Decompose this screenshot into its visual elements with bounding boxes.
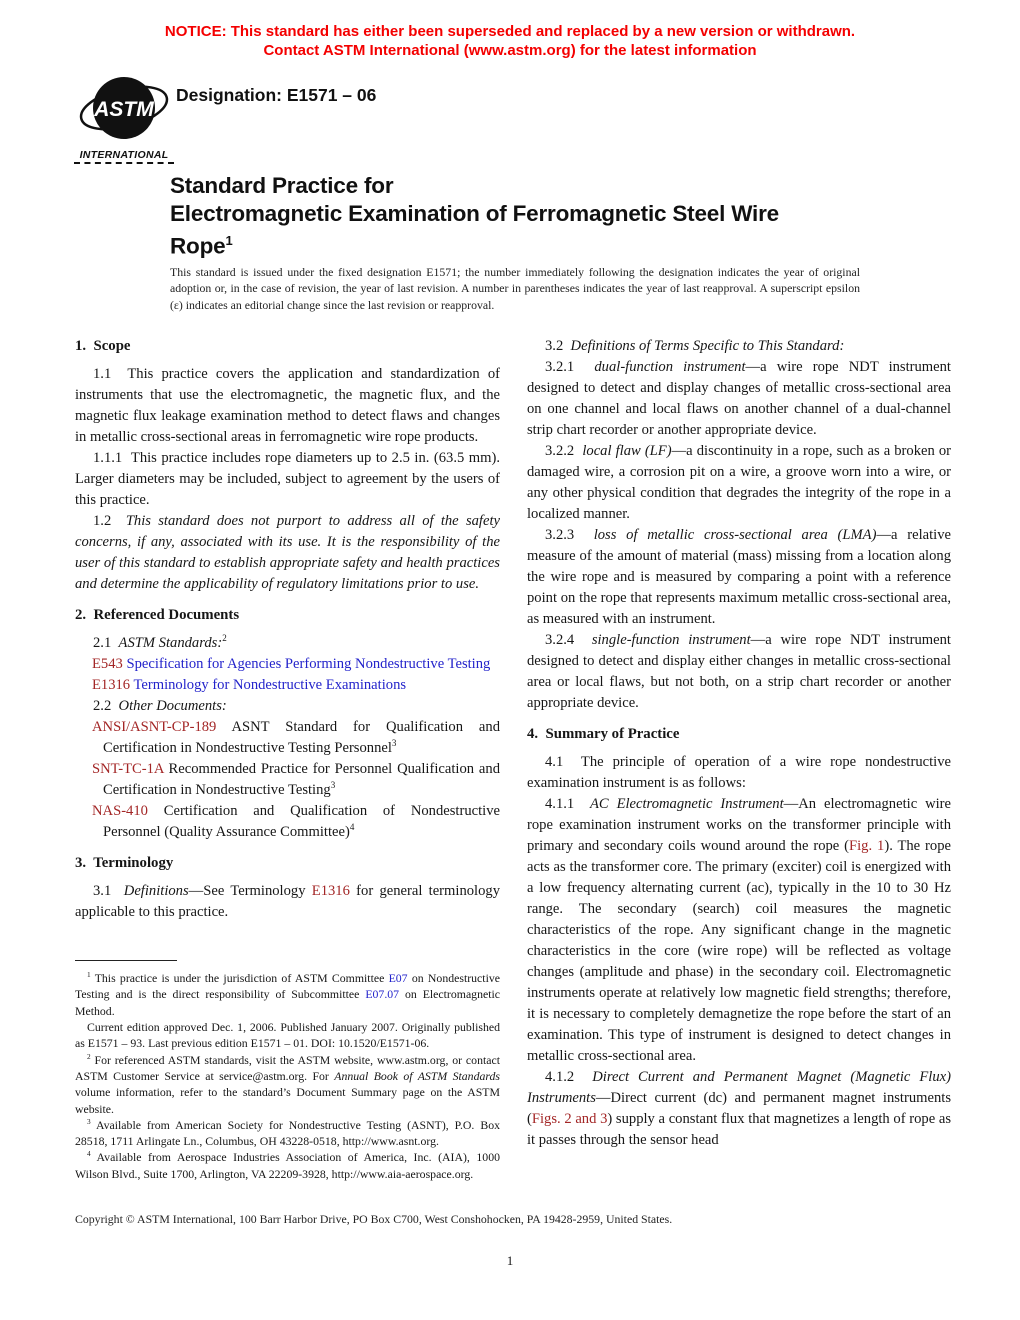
text-segment: Other Documents: (118, 698, 227, 714)
text-segment: —a wire rope NDT instrument designed to detect and display either changes in metallic cross-sectional area or local flaws, but not both, on a strip chart recorder or another appropriate device. (527, 632, 951, 711)
text-segment: local flaw (LF) (582, 443, 672, 459)
text-segment: —a relative measure of the amount of material (mass) missing from a location along the wire rope and is measured by comparing a point with a reference point on the rope that represents maximum metallic cross-sectional area, as measured with an instrument. (527, 527, 952, 627)
footnote (75, 1117, 500, 1150)
text-segment: ASNT Standard for Qualification and Certification in Nondestructive Testing Personnel (103, 719, 500, 756)
paragraph (75, 448, 500, 511)
copyright-line: Copyright © ASTM International, 100 Barr Harbor Drive, PO Box C700, West Conshohocken, PA 19428-2959, United States. (75, 1212, 673, 1226)
section-heading: 2. Referenced Documents (75, 607, 240, 623)
doc-link[interactable]: E1316 (92, 677, 131, 693)
astm-logo-mark (78, 74, 170, 146)
text-segment: single-function instrument (591, 632, 751, 648)
text-segment: For referenced ASTM standards, visit the ASTM website, www.astm.org, or contact ASTM Customer Service at service@astm.org. For (75, 1052, 500, 1083)
text-segment: on Electromagnetic Method. (75, 987, 500, 1018)
text-segment: 4.1.1 (545, 796, 591, 812)
text-segment: dual-function instrument (594, 359, 746, 375)
title-footnote-marker: 1 (225, 233, 233, 248)
text-segment: 2 (87, 1051, 91, 1061)
text-segment: —Direct current (dc) and permanent magnet instruments ( (527, 1090, 951, 1127)
paragraph (527, 525, 951, 630)
doc-link[interactable]: SNT-TC-1A (92, 761, 164, 777)
paragraph (527, 336, 951, 357)
text-segment: 2.1 (93, 635, 119, 651)
text-segment: AC Electromagnetic Instrument (590, 796, 784, 812)
designation: Designation: E1571 – 06 (176, 85, 377, 105)
doc-link[interactable]: Fig. 1 (849, 838, 885, 854)
paragraph (527, 357, 951, 441)
text-segment: 3.2.3 (545, 527, 594, 543)
text-segment: 3 (391, 738, 397, 749)
text-segment: Direct Current and Permanent Magnet (Magnetic Flux) Instruments (527, 1069, 951, 1106)
supersession-notice (0, 22, 1020, 60)
title-line-3: Rope (170, 233, 226, 259)
paragraph (527, 441, 951, 525)
text-segment: Recommended Practice for Personnel Qualification and Certification in Nondestructive Testing (103, 761, 500, 798)
text-segment: 3.2.1 (545, 359, 595, 375)
text-segment: loss of metallic cross-sectional area (LMA) (593, 527, 877, 543)
text-segment: 3 (87, 1116, 91, 1126)
document-title (170, 172, 970, 260)
left-column (75, 336, 500, 1182)
text-segment: —See Terminology (188, 883, 312, 899)
footnote-list (75, 970, 500, 1182)
text-segment: Annual Book of ASTM Standards (334, 1068, 501, 1083)
astm-logo-text: ASTM (94, 98, 154, 121)
doc-link[interactable]: E07.07 (365, 987, 400, 1002)
right-column (527, 336, 951, 1151)
reference-entry (75, 654, 500, 675)
text-segment: 2 (222, 633, 227, 644)
text-segment: 1 (87, 970, 91, 980)
doc-link[interactable]: E1316 (311, 883, 350, 899)
text-segment: —a wire rope NDT instrument designed to detect and display changes of metallic cross-sectional area on one channel and local flaws on another channel of a dual-channel strip chart recorder or another appropriate device. (527, 359, 951, 438)
text-segment: 3.2.2 (545, 443, 583, 459)
footnote-rule (75, 960, 177, 961)
text-segment: ) supply a constant flux that magnetizes a length of rope as it passes through the sensor head (527, 1111, 952, 1148)
paragraph (527, 794, 951, 1067)
doc-link[interactable]: Terminology for Nondestructive Examinations (130, 677, 407, 693)
footnote (75, 1052, 500, 1117)
text-segment: 3 (330, 780, 336, 791)
text-segment: 3.2.4 (545, 632, 592, 648)
text-segment: Current edition approved Dec. 1, 2006. Published January 2007. Originally published as E1571 – 93. Last previous edition E1571 – 01. DOI: 10.1520/E1571-06. (75, 1020, 500, 1051)
text-segment: for general terminology applicable to this practice. (75, 883, 500, 920)
paragraph (527, 630, 951, 714)
astm-logo (74, 74, 174, 164)
text-segment: volume information, refer to the standard’s Document Summary page on the ASTM website. (75, 1085, 500, 1116)
doc-link[interactable]: ANSI/ASNT-CP-189 (92, 719, 217, 735)
reference-entry (75, 801, 500, 843)
text-segment: 4 (349, 822, 355, 833)
doc-link[interactable]: Specification for Agencies Performing Nondestructive Testing (122, 656, 491, 672)
text-segment: 3.2 (545, 338, 571, 354)
text-segment: ASTM Standards: (118, 635, 223, 651)
text-segment: ). The rope acts as the transformer core. The primary (exciter) coil is energized with a low frequency alternating current (ac), typically in the 10 to 30 Hz range. The secondary (search) coil measures the magnetic characteristics of the rope. Any significant change in the magnetic characteristics in the core (wire rope) will be reflected as voltage changes (amplitude and phase) in the secondary coil. Electromagnetic instruments operate at relatively low magnetic field strengths; therefore, it is necessary to completely demagnetize the rope before the start of an examination. This type of instrument is designed to detect changes in metallic cross-sectional area. (527, 838, 951, 1064)
paragraph (75, 364, 500, 448)
doc-link[interactable]: NAS-410 (92, 803, 148, 819)
section-heading: 4. Summary of Practice (527, 726, 680, 742)
text-segment: This practice is under the jurisdiction of ASTM Committee (90, 971, 389, 986)
paragraph (75, 881, 500, 923)
text-segment: 1.1 This practice covers the application and standardization of instruments that use the electromagnetic, the magnetic flux, and the magnetic flux leakage examination method to detect flaws and changes in metallic cross-sectional areas in ferromagnetic wire rope products. (75, 366, 500, 445)
text-segment: This standard does not purport to address all of the safety concerns, if any, associated with its use. It is the responsibility of the user of this standard to establish appropriate safety and health practices and determine the applicability of regulatory limitations prior to use. (75, 513, 500, 592)
section-heading: 1. Scope (75, 338, 131, 354)
footnote (75, 970, 500, 1019)
astm-logo-subtext: INTERNATIONAL (74, 149, 174, 164)
notice-line-2: Contact ASTM International (www.astm.org) for the latest information (263, 42, 757, 59)
text-segment: —a discontinuity in a rope, such as a broken or damaged wire, a corrosion pit on a wire, a groove worn into a wire, or any other physical condition that degrades the integrity of the rope in a localized manner. (527, 443, 952, 522)
footnote (75, 1019, 500, 1052)
footnote (75, 1149, 500, 1182)
text-segment: Certification and Qualification of Nondestructive Personnel (Quality Assurance Committee) (103, 803, 500, 840)
doc-link[interactable]: E543 (92, 656, 123, 672)
title-line-1: Standard Practice for (170, 173, 394, 198)
text-segment: Available from Aerospace Industries Association of America, Inc. (AIA), 1000 Wilson Blvd., Suite 1700, Arlington, VA 22209-3928, http://www.aia-aerospace.org. (75, 1150, 500, 1181)
footnotes (75, 960, 500, 1182)
text-segment: 1.2 (93, 513, 126, 529)
paragraph (75, 511, 500, 595)
doc-link[interactable]: E07 (388, 971, 408, 986)
page-number: 1 (506, 1253, 514, 1268)
paragraph (527, 1067, 951, 1151)
text-segment: on Nondestructive Testing and is the direct responsibility of Subcommittee (75, 971, 500, 1002)
doc-link[interactable]: Figs. 2 and 3 (531, 1111, 608, 1127)
reference-entry (75, 717, 500, 759)
paragraph (527, 752, 951, 794)
text-segment: Available from American Society for Nondestructive Testing (ASNT), P.O. Box 28518, 1711 Arlingate Ln., Columbus, OH 43228-0518, http://www.asnt.org. (75, 1117, 500, 1149)
reference-entry (75, 675, 500, 696)
section-heading: 3. Terminology (75, 855, 174, 871)
text-segment: Definitions of Terms Specific to This Standard: (570, 338, 845, 354)
text-segment: 4.1 The principle of operation of a wire rope nondestructive examination instrument is as follows: (527, 754, 951, 791)
paragraph (75, 633, 500, 654)
reference-entry (75, 759, 500, 801)
text-segment: 1.1.1 This practice includes rope diameters up to 2.5 in. (63.5 mm). Larger diameters may be included, subject to agreement by the users of this practice. (75, 450, 500, 508)
text-segment: 4 (87, 1149, 91, 1159)
title-line-2: Electromagnetic Examination of Ferromagnetic Steel Wire (170, 200, 779, 226)
text-segment: 3.1 (93, 883, 124, 899)
issuance-note: This standard is issued under the fixed designation E1571; the number immediately following the designation indicates the year of original adoption or, in the case of revision, the year of last revision. A number in parentheses indicates the year of last reapproval. A superscript epsilon (ε) indicates an editorial change since the last revision or reapproval. (170, 265, 860, 312)
text-segment: —An electromagnetic wire rope examination instrument works on the transformer principle with primary and secondary coils wound around the rope ( (527, 796, 952, 854)
text-segment: 2.2 (93, 698, 119, 714)
paragraph (75, 696, 500, 717)
text-segment: Definitions (123, 883, 189, 899)
notice-line-1: NOTICE: This standard has either been superseded and replaced by a new version or withdrawn. (164, 23, 856, 40)
text-segment: 4.1.2 (545, 1069, 593, 1085)
